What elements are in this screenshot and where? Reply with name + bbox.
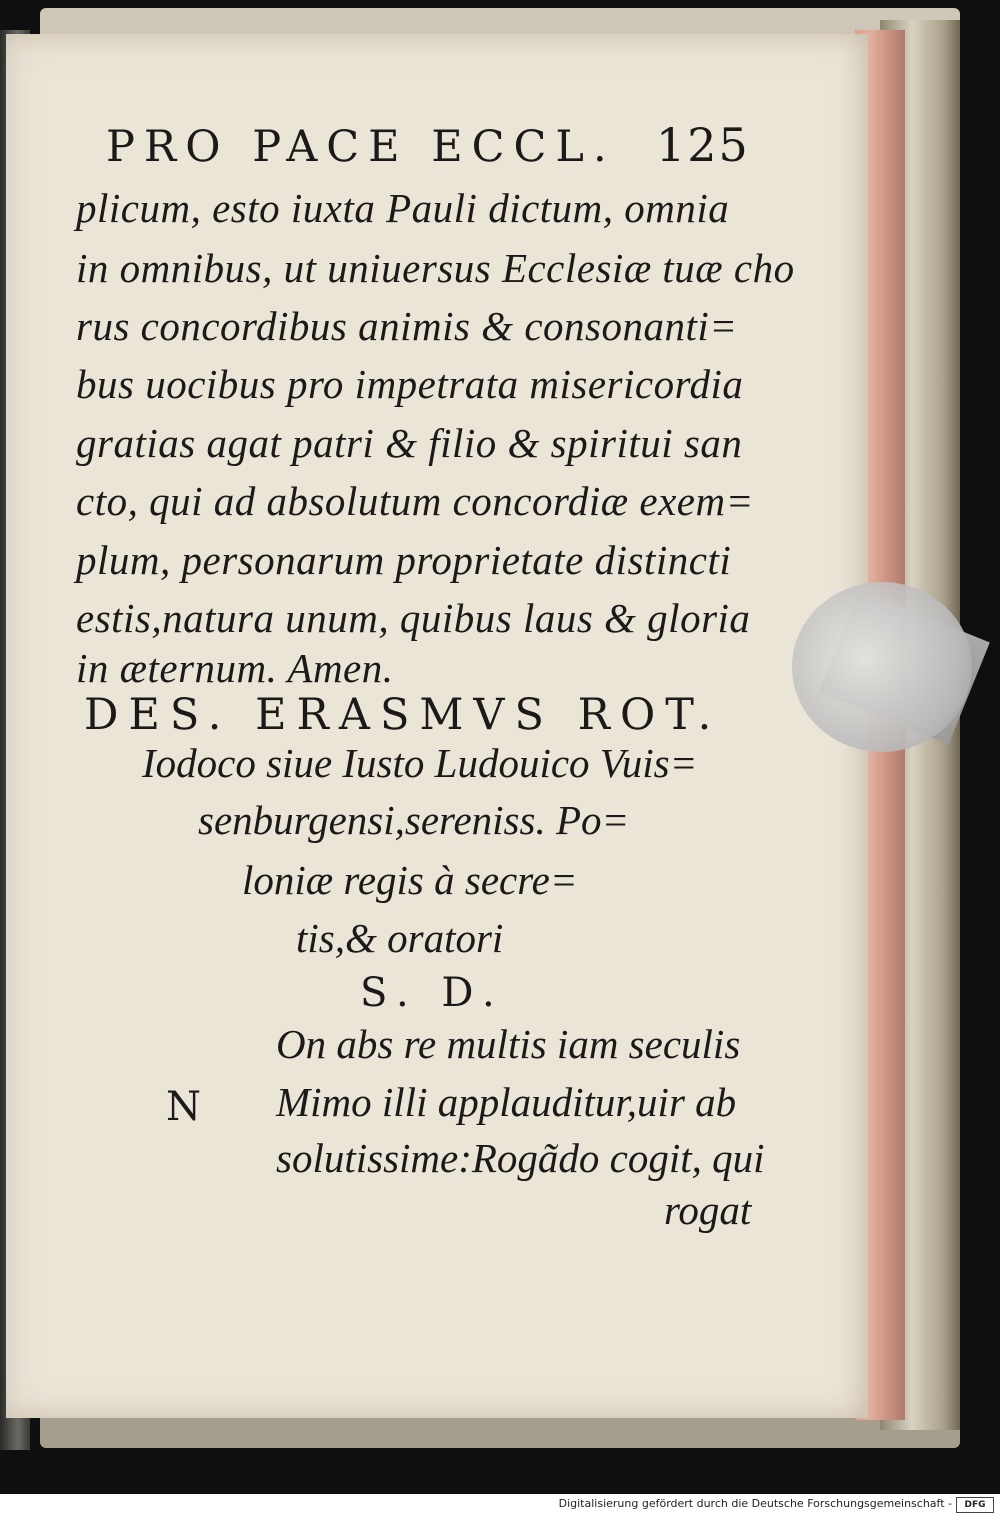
- page-number: 125: [656, 118, 750, 172]
- letter-line: Mimo illi applauditur,uir ab: [276, 1079, 737, 1125]
- body-line: rus concordibus animis & consonanti=: [76, 303, 738, 349]
- title-line: senburgensi,sereniss. Po=: [198, 797, 630, 843]
- footer-credit: Digitalisierung gefördert durch die Deutsche Forschungsgemeinschaft -: [558, 1497, 952, 1510]
- running-header: PRO PACE ECCL.: [106, 122, 616, 172]
- section-heading: DES. ERASMVS ROT.: [84, 690, 722, 740]
- salutation: S. D.: [360, 970, 505, 1016]
- body-line: plicum, esto iuxta Pauli dictum, omnia: [76, 185, 730, 231]
- title-line: loniæ regis à secre=: [242, 857, 578, 903]
- body-line: estis,natura unum, quibus laus & gloria: [76, 595, 751, 641]
- body-line: in æternum. Amen.: [76, 645, 394, 691]
- letter-line: On abs re multis iam seculis: [276, 1021, 741, 1067]
- dfg-logo: DFG: [956, 1497, 994, 1513]
- body-line: bus uocibus pro impetrata misericordia: [76, 361, 744, 407]
- title-line: tis,& oratori: [296, 915, 504, 961]
- body-line: gratias agat patri & filio & spiritui san: [76, 420, 743, 466]
- catchword: rogat: [664, 1187, 752, 1233]
- page-clip-tab: [792, 582, 972, 752]
- letter-line: solutissime:Rogãdo cogit, qui: [276, 1135, 765, 1181]
- body-line: plum, personarum proprietate distincti: [76, 537, 732, 583]
- book-page: [6, 34, 868, 1418]
- body-line: cto, qui ad absolutum concordiæ exem=: [76, 478, 754, 524]
- footer-bar: [0, 1494, 1000, 1514]
- initial-letter: N: [166, 1084, 201, 1130]
- title-line: Iodoco siue Iusto Ludouico Vuis=: [142, 740, 698, 786]
- body-line: in omnibus, ut uniuersus Ecclesiæ tuæ cho: [76, 245, 795, 291]
